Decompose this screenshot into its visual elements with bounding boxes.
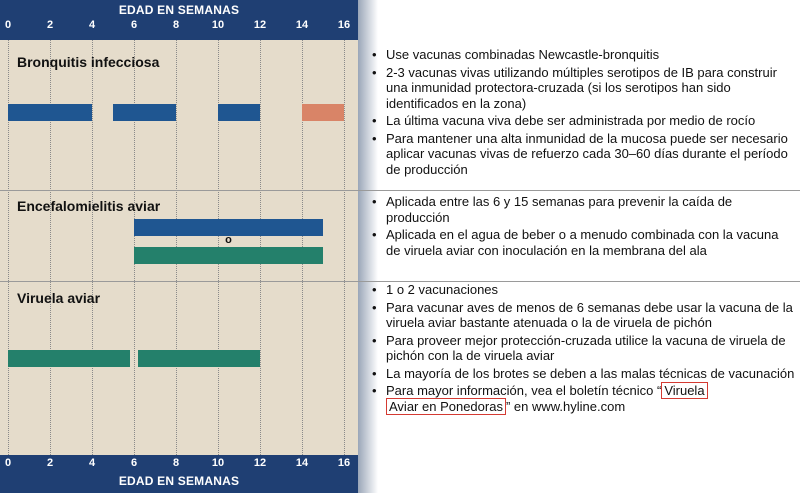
bullet-item-more-info bbox=[370, 383, 795, 414]
bullet-item: • La mayoría de los brotes se deben a las malas técnicas de vacunación bbox=[370, 366, 795, 382]
bullet-item: • Para vacunar aves de menos de 6 semanas debe usar la vacuna de la viruela aviar bastante atenuada o la de viruela de pichón bbox=[370, 300, 795, 331]
axis-tick-label: 12 bbox=[253, 457, 267, 469]
gridline bbox=[50, 40, 51, 455]
axis-tick-label: 8 bbox=[172, 19, 180, 31]
vaccination-bar-blue bbox=[8, 104, 92, 121]
axis-tick-label: 10 bbox=[211, 19, 225, 31]
gridline bbox=[92, 40, 93, 455]
axis-tick-label: 12 bbox=[253, 19, 267, 31]
bullet-item: • La última vacuna viva debe ser administrada por medio de rocío bbox=[370, 113, 795, 129]
axis-tick-label: 14 bbox=[295, 457, 309, 469]
section-title-encefalomielitis: Encefalomielitis aviar bbox=[17, 198, 161, 214]
highlighted-title-part1: Viruela bbox=[661, 382, 707, 399]
axis-tick-label: 8 bbox=[172, 457, 180, 469]
bullets-encefalomielitis bbox=[370, 194, 795, 260]
or-label: o bbox=[225, 234, 232, 246]
info-text-before: Para mayor información, vea el boletín técnico “ bbox=[386, 383, 662, 398]
bullets-bronquitis bbox=[370, 47, 795, 179]
bullet-item: • Use vacunas combinadas Newcastle-bronquitis bbox=[370, 47, 795, 63]
axis-tick-label: 6 bbox=[130, 457, 138, 469]
bullet-item: • Aplicada en el agua de beber o a menudo combinada con la vacuna de viruela aviar con inoculación en la membrana del ala bbox=[370, 227, 795, 258]
axis-tick-label: 14 bbox=[295, 19, 309, 31]
axis-tick-label: 4 bbox=[88, 19, 96, 31]
vaccination-bar-green bbox=[134, 247, 323, 264]
bullet-item: • 1 o 2 vacunaciones bbox=[370, 282, 795, 298]
bullets-viruela bbox=[370, 282, 795, 416]
top-axis-title: EDAD EN SEMANAS bbox=[118, 3, 240, 17]
bottom-axis-title: EDAD EN SEMANAS bbox=[118, 474, 240, 488]
axis-tick-label: 10 bbox=[211, 457, 225, 469]
axis-tick-label: 0 bbox=[4, 457, 12, 469]
bullet-item: • 2-3 vacunas vivas utilizando múltiples serotipos de IB para construir una inmunidad protectora-cruzada (si los serotipos han sido identificados en la zona) bbox=[370, 65, 795, 112]
axis-tick-label: 16 bbox=[337, 457, 351, 469]
section-title-viruela: Viruela aviar bbox=[17, 290, 101, 306]
highlighted-title-part2: Aviar en Ponedoras bbox=[386, 398, 506, 415]
bullet-item: • Aplicada entre las 6 y 15 semanas para prevenir la caída de producción bbox=[370, 194, 795, 225]
vaccination-bar-blue bbox=[218, 104, 260, 121]
gridline bbox=[344, 40, 345, 455]
section-title-bronquitis: Bronquitis infecciosa bbox=[17, 54, 160, 70]
bullet-item: • Para proveer mejor protección-cruzada utilice la vacuna de viruela de pichón con la de viruela aviar bbox=[370, 333, 795, 364]
gridline bbox=[8, 40, 9, 455]
bullet-item: • Para mantener una alta inmunidad de la mucosa puede ser necesario aplicar vacunas vivas de refuerzo cada 30–60 días durante el período de producción bbox=[370, 131, 795, 178]
vaccination-bar-green bbox=[138, 350, 260, 367]
axis-tick-label: 0 bbox=[4, 19, 12, 31]
axis-tick-label: 16 bbox=[337, 19, 351, 31]
vaccination-bar-green bbox=[8, 350, 130, 367]
axis-tick-label: 6 bbox=[130, 19, 138, 31]
vaccination-bar-blue bbox=[113, 104, 176, 121]
section-divider bbox=[0, 190, 800, 191]
info-text-after: ” en www.hyline.com bbox=[505, 398, 626, 414]
axis-tick-label: 4 bbox=[88, 457, 96, 469]
axis-tick-label: 2 bbox=[46, 457, 54, 469]
vaccination-bar-orange bbox=[302, 104, 344, 121]
axis-tick-label: 2 bbox=[46, 19, 54, 31]
